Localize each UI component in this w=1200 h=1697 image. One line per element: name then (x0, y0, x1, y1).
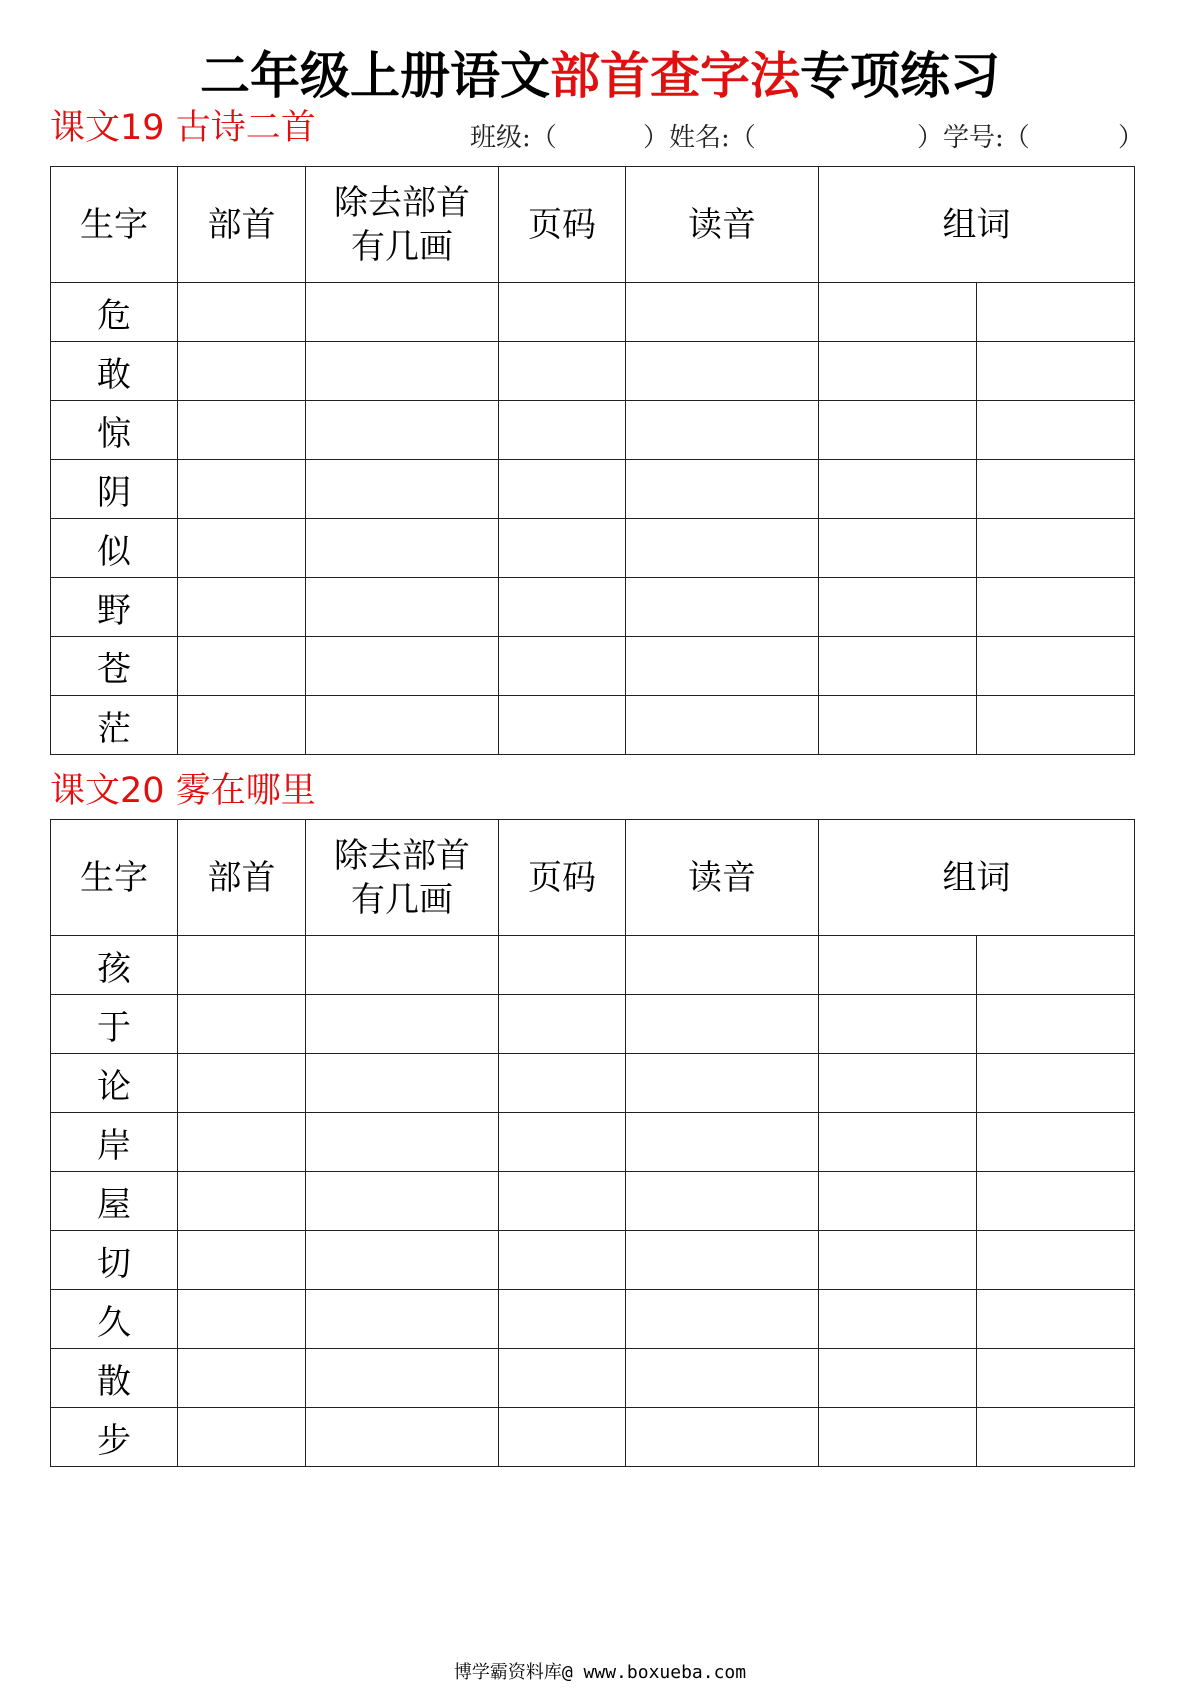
character-cell: 岸 (51, 1113, 178, 1172)
page-answer-cell[interactable] (499, 519, 626, 578)
word-answer-cell-1[interactable] (819, 1113, 977, 1172)
word-answer-cell-2[interactable] (977, 460, 1135, 519)
col-radical: 部首 (178, 167, 306, 283)
page-answer-cell[interactable] (499, 1113, 626, 1172)
word-answer-cell-2[interactable] (977, 342, 1135, 401)
table-row (51, 283, 1135, 342)
word-answer-cell-2[interactable] (977, 1054, 1135, 1113)
col-pinyin: 读音 (626, 167, 819, 283)
page-answer-cell[interactable] (499, 1172, 626, 1231)
word-answer-cell-1[interactable] (819, 936, 977, 995)
pinyin-answer-cell[interactable] (626, 936, 819, 995)
word-answer-cell-2[interactable] (977, 283, 1135, 342)
radical-answer-cell[interactable] (178, 1172, 306, 1231)
table-body (51, 283, 1135, 755)
name-label: ）姓名:（ (643, 123, 756, 153)
table-body (51, 936, 1135, 1467)
pinyin-answer-cell[interactable] (626, 342, 819, 401)
page-answer-cell[interactable] (499, 460, 626, 519)
pinyin-answer-cell[interactable] (626, 995, 819, 1054)
pinyin-answer-cell[interactable] (626, 1054, 819, 1113)
word-answer-cell-1[interactable] (819, 1172, 977, 1231)
word-answer-cell-1[interactable] (819, 460, 977, 519)
word-answer-cell-2[interactable] (977, 519, 1135, 578)
table-row (51, 936, 1135, 995)
col-char: 生字 (51, 820, 178, 936)
word-answer-cell-2[interactable] (977, 1290, 1135, 1349)
radical-answer-cell[interactable] (178, 1231, 306, 1290)
class-label: 班级:（ (470, 123, 557, 153)
page-answer-cell[interactable] (499, 1349, 626, 1408)
col-pinyin: 读音 (626, 820, 819, 936)
strokes-answer-cell[interactable] (306, 696, 499, 755)
col-words: 组词 (819, 167, 1135, 283)
page-answer-cell[interactable] (499, 401, 626, 460)
word-answer-cell-1[interactable] (819, 1408, 977, 1467)
lesson-19-heading (50, 106, 316, 150)
pinyin-answer-cell[interactable] (626, 519, 819, 578)
word-answer-cell-2[interactable] (977, 401, 1135, 460)
pinyin-answer-cell[interactable] (626, 696, 819, 755)
lesson-title: 雾在哪里 (175, 771, 316, 811)
col-strokes-line1: 除去部首 (334, 835, 470, 876)
word-answer-cell-1[interactable] (819, 401, 977, 460)
strokes-answer-cell[interactable] (306, 936, 499, 995)
pinyin-answer-cell[interactable] (626, 1172, 819, 1231)
col-page: 页码 (499, 820, 626, 936)
strokes-answer-cell[interactable] (306, 519, 499, 578)
radical-answer-cell[interactable] (178, 1290, 306, 1349)
word-answer-cell-1[interactable] (819, 283, 977, 342)
word-answer-cell-2[interactable] (977, 936, 1135, 995)
table-row (51, 696, 1135, 755)
radical-answer-cell[interactable] (178, 519, 306, 578)
word-answer-cell-1[interactable] (819, 519, 977, 578)
pinyin-answer-cell[interactable] (626, 460, 819, 519)
word-answer-cell-1[interactable] (819, 696, 977, 755)
character-cell: 茫 (51, 696, 178, 755)
character-cell: 似 (51, 519, 178, 578)
lesson-label: 课文19 (50, 108, 165, 148)
word-answer-cell-2[interactable] (977, 1408, 1135, 1467)
radical-answer-cell[interactable] (178, 578, 306, 637)
page-answer-cell[interactable] (499, 578, 626, 637)
strokes-answer-cell[interactable] (306, 578, 499, 637)
word-answer-cell-1[interactable] (819, 1231, 977, 1290)
number-label: ）学号:（ (917, 123, 1030, 153)
word-answer-cell-1[interactable] (819, 637, 977, 696)
col-page: 页码 (499, 167, 626, 283)
col-strokes-line2: 有几画 (351, 226, 453, 267)
title-highlight: 部首查字法 (550, 47, 800, 105)
table-lesson-19 (50, 166, 1135, 755)
lesson-label: 课文20 (50, 771, 165, 811)
word-answer-cell-2[interactable] (977, 1349, 1135, 1408)
table-row (51, 1290, 1135, 1349)
word-answer-cell-2[interactable] (977, 578, 1135, 637)
page-answer-cell[interactable] (499, 936, 626, 995)
strokes-answer-cell[interactable] (306, 342, 499, 401)
table-row (51, 995, 1135, 1054)
character-cell: 步 (51, 1408, 178, 1467)
strokes-answer-cell[interactable] (306, 1231, 499, 1290)
pinyin-answer-cell[interactable] (626, 1231, 819, 1290)
word-answer-cell-2[interactable] (977, 995, 1135, 1054)
radical-answer-cell[interactable] (178, 1408, 306, 1467)
radical-answer-cell[interactable] (178, 696, 306, 755)
pinyin-answer-cell[interactable] (626, 1349, 819, 1408)
radical-answer-cell[interactable] (178, 460, 306, 519)
pinyin-answer-cell[interactable] (626, 1408, 819, 1467)
strokes-answer-cell[interactable] (306, 283, 499, 342)
character-cell: 敢 (51, 342, 178, 401)
word-answer-cell-1[interactable] (819, 1290, 977, 1349)
radical-answer-cell[interactable] (178, 401, 306, 460)
word-answer-cell-1[interactable] (819, 578, 977, 637)
page-answer-cell[interactable] (499, 995, 626, 1054)
table-row (51, 401, 1135, 460)
table-row (51, 1408, 1135, 1467)
strokes-answer-cell[interactable] (306, 1054, 499, 1113)
radical-answer-cell[interactable] (178, 936, 306, 995)
col-char: 生字 (51, 167, 178, 283)
word-answer-cell-2[interactable] (977, 637, 1135, 696)
col-radical: 部首 (178, 820, 306, 936)
page-answer-cell[interactable] (499, 1054, 626, 1113)
character-cell: 切 (51, 1231, 178, 1290)
word-answer-cell-1[interactable] (819, 342, 977, 401)
table-row (51, 1349, 1135, 1408)
pinyin-answer-cell[interactable] (626, 1113, 819, 1172)
strokes-answer-cell[interactable] (306, 1172, 499, 1231)
title-prefix: 二年级上册语文 (200, 47, 550, 105)
radical-answer-cell[interactable] (178, 995, 306, 1054)
page-answer-cell[interactable] (499, 342, 626, 401)
col-strokes (306, 820, 499, 936)
strokes-answer-cell[interactable] (306, 995, 499, 1054)
radical-answer-cell[interactable] (178, 637, 306, 696)
table-header-row (51, 820, 1135, 936)
page-title (0, 40, 1200, 112)
character-cell: 苍 (51, 637, 178, 696)
word-answer-cell-1[interactable] (819, 995, 977, 1054)
radical-answer-cell[interactable] (178, 283, 306, 342)
character-cell: 危 (51, 283, 178, 342)
strokes-answer-cell[interactable] (306, 1113, 499, 1172)
strokes-answer-cell[interactable] (306, 460, 499, 519)
col-words: 组词 (819, 820, 1135, 936)
strokes-answer-cell[interactable] (306, 1349, 499, 1408)
character-cell: 阴 (51, 460, 178, 519)
table-row (51, 1054, 1135, 1113)
strokes-answer-cell[interactable] (306, 637, 499, 696)
character-cell: 惊 (51, 401, 178, 460)
end-paren: ） (1118, 123, 1145, 153)
col-strokes-line1: 除去部首 (334, 182, 470, 223)
radical-answer-cell[interactable] (178, 342, 306, 401)
character-cell: 久 (51, 1290, 178, 1349)
page-answer-cell[interactable] (499, 1231, 626, 1290)
radical-answer-cell[interactable] (178, 1054, 306, 1113)
word-answer-cell-2[interactable] (977, 1113, 1135, 1172)
radical-answer-cell[interactable] (178, 1113, 306, 1172)
character-cell: 孩 (51, 936, 178, 995)
word-answer-cell-2[interactable] (977, 1172, 1135, 1231)
page-answer-cell[interactable] (499, 696, 626, 755)
pinyin-answer-cell[interactable] (626, 637, 819, 696)
lesson-20-heading (50, 769, 316, 813)
pinyin-answer-cell[interactable] (626, 578, 819, 637)
pinyin-answer-cell[interactable] (626, 401, 819, 460)
footer-watermark: 博学霸资料库@ www.boxueba.com (453, 1662, 747, 1683)
table-row (51, 1113, 1135, 1172)
character-cell: 论 (51, 1054, 178, 1113)
word-answer-cell-2[interactable] (977, 696, 1135, 755)
character-cell: 屋 (51, 1172, 178, 1231)
pinyin-answer-cell[interactable] (626, 283, 819, 342)
page-answer-cell[interactable] (499, 1290, 626, 1349)
table-row (51, 1231, 1135, 1290)
title-suffix: 专项练习 (800, 47, 1000, 105)
radical-answer-cell[interactable] (178, 1349, 306, 1408)
col-strokes (306, 167, 499, 283)
page-answer-cell[interactable] (499, 1408, 626, 1467)
table-lesson-20 (50, 819, 1135, 1467)
page-answer-cell[interactable] (499, 283, 626, 342)
pinyin-answer-cell[interactable] (626, 1290, 819, 1349)
word-answer-cell-1[interactable] (819, 1349, 977, 1408)
word-answer-cell-1[interactable] (819, 1054, 977, 1113)
table-row (51, 460, 1135, 519)
table-row (51, 519, 1135, 578)
table-header-row (51, 167, 1135, 283)
character-cell: 野 (51, 578, 178, 637)
lesson-title: 古诗二首 (175, 108, 316, 148)
strokes-answer-cell[interactable] (306, 401, 499, 460)
strokes-answer-cell[interactable] (306, 1290, 499, 1349)
col-strokes-line2: 有几画 (351, 879, 453, 920)
table-row (51, 342, 1135, 401)
character-cell: 于 (51, 995, 178, 1054)
strokes-answer-cell[interactable] (306, 1408, 499, 1467)
table-row (51, 1172, 1135, 1231)
table-row (51, 637, 1135, 696)
table-row (51, 578, 1135, 637)
character-cell: 散 (51, 1349, 178, 1408)
word-answer-cell-2[interactable] (977, 1231, 1135, 1290)
page-answer-cell[interactable] (499, 637, 626, 696)
